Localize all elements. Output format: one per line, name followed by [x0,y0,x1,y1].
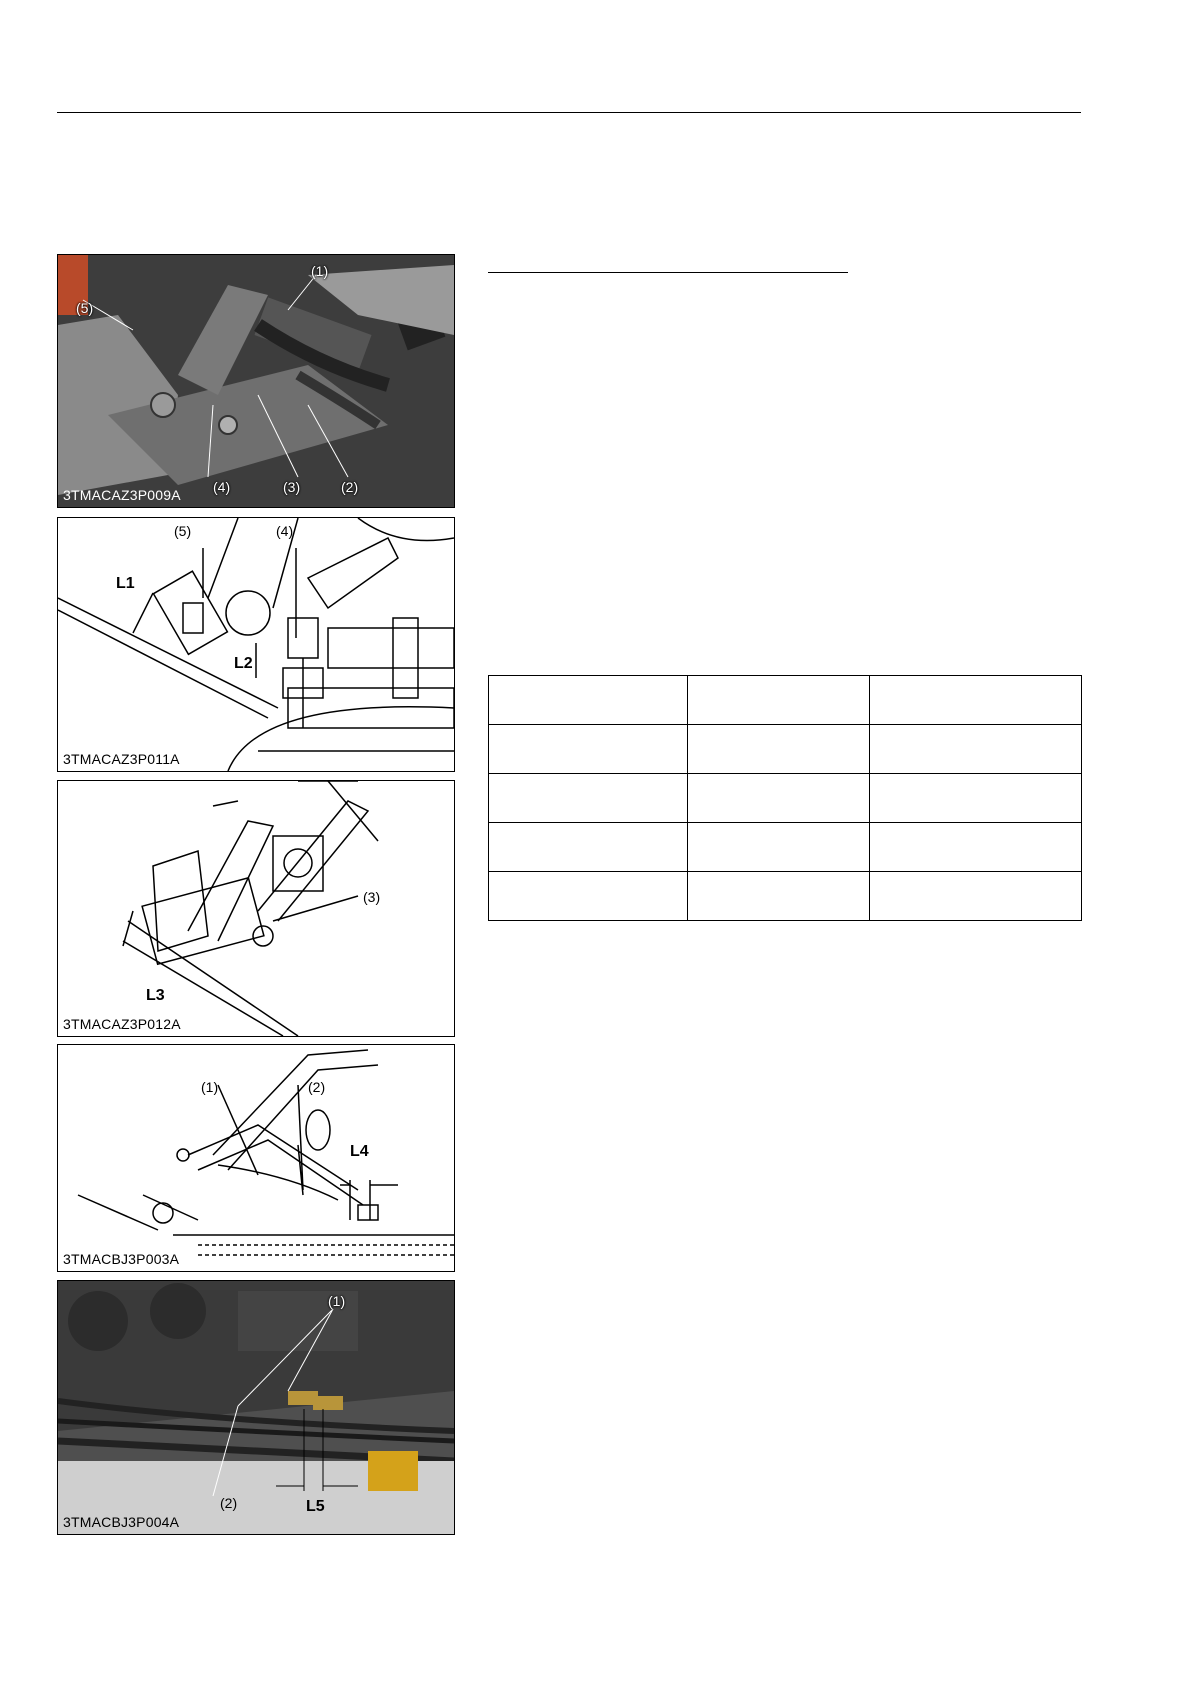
photo-cables-image [58,1281,454,1534]
dimension-l1: L1 [116,575,135,592]
table-cell [489,823,688,872]
section-title-underline [488,272,848,273]
figure-photo-pedal-linkage [57,254,455,508]
figure-code: 3TMACAZ3P009A [63,487,181,503]
table-row [489,725,1082,774]
table-cell [870,872,1082,921]
callout-4: (4) [213,479,231,495]
table-cell [687,823,870,872]
photo-pedal-linkage-image [58,255,454,507]
drawing-l1-l2-image [58,518,454,771]
figure-code: 3TMACAZ3P012A [63,1016,181,1032]
table-row [489,872,1082,921]
figure-code: 3TMACBJ3P003A [63,1251,180,1267]
callout-2: (2) [341,479,359,495]
table-cell [687,872,870,921]
table-cell [489,774,688,823]
table-cell [687,676,870,725]
drawing-l3-image [58,781,454,1036]
header-rule [57,112,1081,113]
callout-3: (3) [283,479,301,495]
callout-5: (5) [174,523,192,539]
callout-1: (1) [201,1079,219,1095]
table-cell [489,676,688,725]
figure-photo-cables [57,1280,455,1535]
dimension-l3: L3 [146,987,165,1004]
callout-4: (4) [276,523,294,539]
table-cell [870,774,1082,823]
table-cell [870,823,1082,872]
dimension-l5: L5 [306,1498,325,1515]
callout-2: (2) [308,1079,326,1095]
dimension-l4: L4 [350,1143,369,1160]
callout-2: (2) [220,1495,238,1511]
callout-3: (3) [363,889,381,905]
table-cell [489,872,688,921]
table-cell [687,774,870,823]
callout-1: (1) [328,1293,346,1309]
figure-code: 3TMACAZ3P011A [63,751,180,767]
figure-drawing-l3 [57,780,455,1037]
drawing-l4-image [58,1045,454,1271]
table-cell [870,725,1082,774]
table-cell [489,725,688,774]
table-row [489,676,1082,725]
table-row [489,823,1082,872]
dimension-l2: L2 [234,655,253,672]
figure-code: 3TMACBJ3P004A [63,1514,180,1530]
table-row [489,774,1082,823]
figure-drawing-l4 [57,1044,455,1272]
figure-drawing-l1-l2 [57,517,455,772]
table-cell [870,676,1082,725]
callout-1: (1) [311,263,329,279]
callout-5: (5) [76,300,94,316]
table-cell [687,725,870,774]
spec-table [488,675,1082,921]
